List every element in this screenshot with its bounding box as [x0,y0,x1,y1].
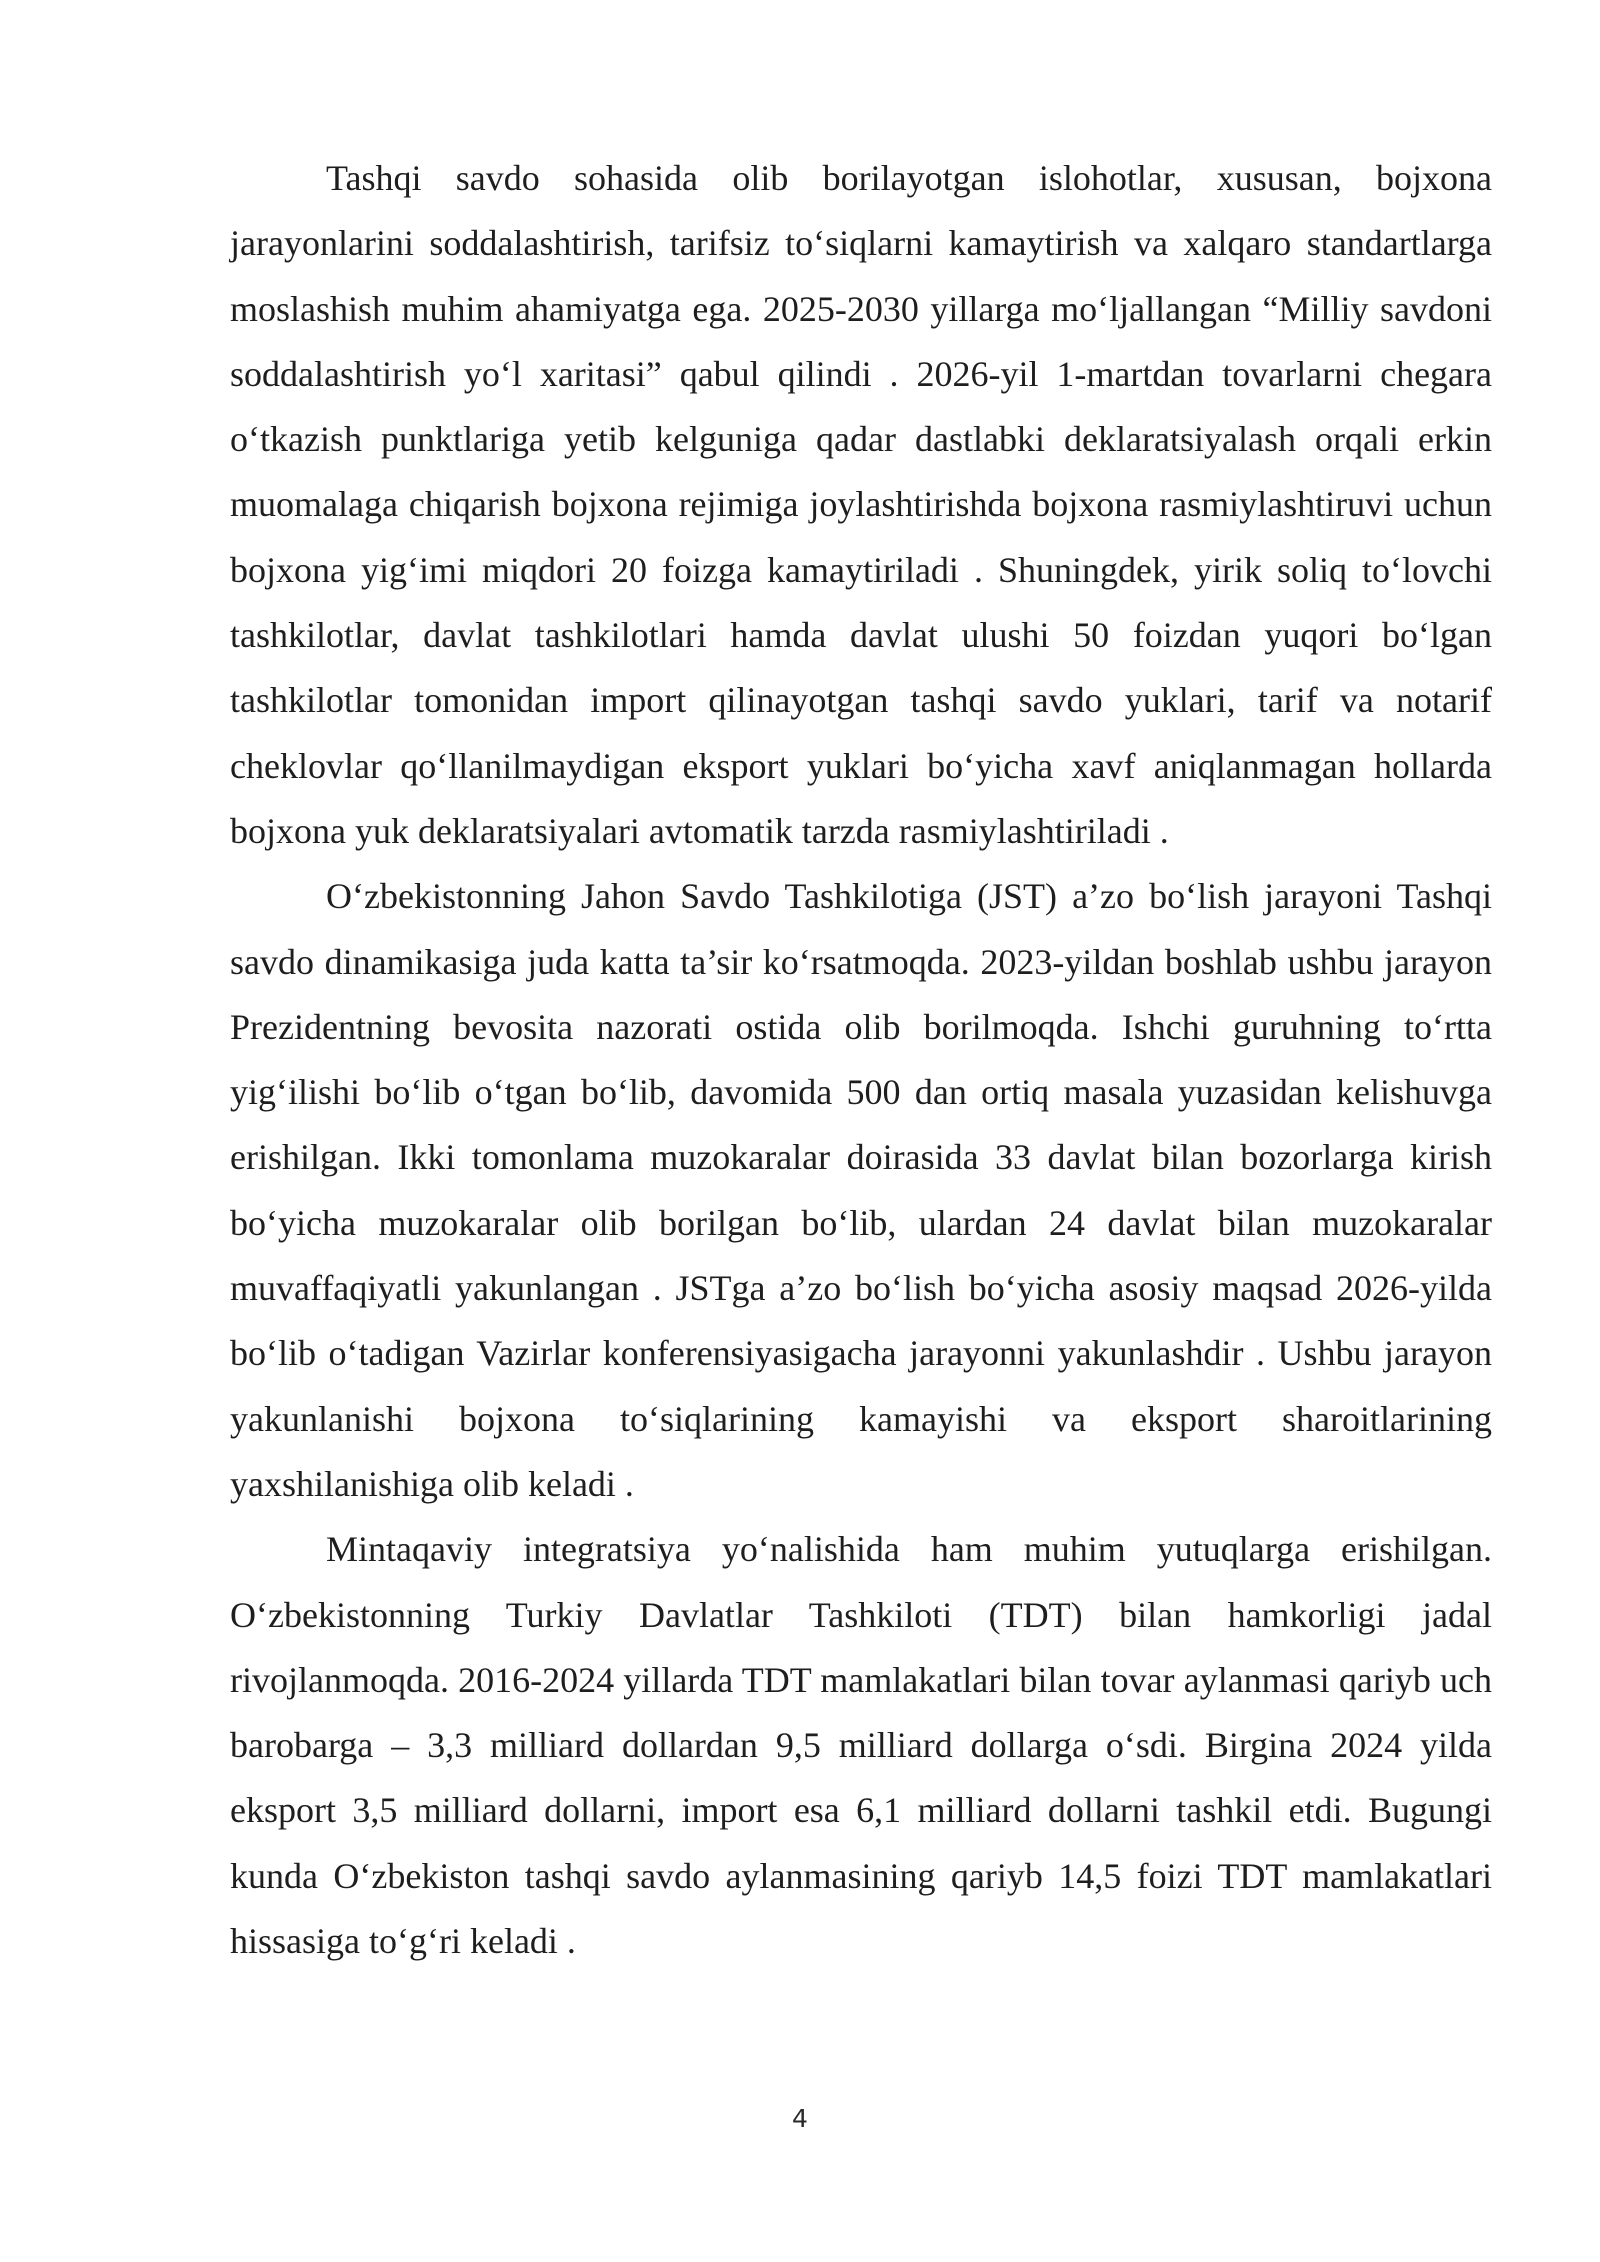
body-text [230,146,1492,1974]
page-number: 4 [792,2104,808,2133]
paragraph-3: Mintaqaviy integratsiya yo‘nalishida ham muhim yutuqlarga erishilgan. O‘zbekistonning Turkiy Davlatlar Tashkiloti (TDT) bilan hamkorligi jadal rivojlanmoqda. 2016-2024 yillarda TDT mamlakatlari bilan tovar aylanmasi qariyb uch barobarga – 3,3 milliard dollardan 9,5 milliard dollarga o‘sdi. Birgina 2024 yilda eksport 3,5 milliard dollarni, import esa 6,1 milliard dollarni tashkil etdi. Bugungi kunda O‘zbekiston tashqi savdo aylanmasining qariyb 14,5 foizi TDT mamlakatlari hissasiga to‘g‘ri keladi . [230,1529,1492,1962]
paragraph-2: O‘zbekistonning Jahon Savdo Tashkilotiga (JST) a’zo bo‘lish jarayoni Tashqi savdo dinamikasiga juda katta ta’sir ko‘rsatmoqda. 2023-yildan boshlab ushbu jarayon Prezidentning bevosita nazorati ostida olib borilmoqda. Ishchi guruhning to‘rtta yig‘ilishi bo‘lib o‘tgan bo‘lib, davomida 500 dan ortiq masala yuzasidan kelishuvga erishilgan. Ikki tomonlama muzokaralar doirasida 33 davlat bilan bozorlarga kirish bo‘yicha muzokaralar olib borilgan bo‘lib, ulardan 24 davlat bilan muzokaralar muvaffaqiyatli yakunlangan . JSTga a’zo bo‘lish bo‘yicha asosiy maqsad 2026-yilda bo‘lib o‘tadigan Vazirlar konferensiyasigacha jarayonni yakunlashdir . Ushbu jarayon yakunlanishi bojxona to‘siqlarining kamayishi va eksport sharoitlarining yaxshilanishiga olib keladi . [230,876,1492,1504]
paragraph-1: Tashqi savdo sohasida olib borilayotgan islohotlar, xususan, bojxona jarayonlarini soddalashtirish, tarifsiz to‘siqlarni kamaytirish va xalqaro standartlarga moslashish muhim ahamiyatga ega. 2025-2030 yillarga mo‘ljallangan “Milliy savdoni soddalashtirish yo‘l xaritasi” qabul qilindi . 2026-yil 1-martdan tovarlarni chegara o‘tkazish punktlariga yetib kelguniga qadar dastlabki deklaratsiyalash orqali erkin muomalaga chiqarish bojxona rejimiga joylashtirishda bojxona rasmiylashtiruvi uchun bojxona yig‘imi miqdori 20 foizga kamaytiriladi . Shuningdek, yirik soliq to‘lovchi tashkilotlar, davlat tashkilotlari hamda davlat ulushi 50 foizdan yuqori bo‘lgan tashkilotlar tomonidan import qilinayotgan tashqi savdo yuklari, tarif va notarif cheklovlar qo‘llanilmaydigan eksport yuklari bo‘yicha xavf aniqlanmagan hollarda bojxona yuk deklaratsiyalari avtomatik tarzda rasmiylashtiriladi . [230,158,1492,851]
